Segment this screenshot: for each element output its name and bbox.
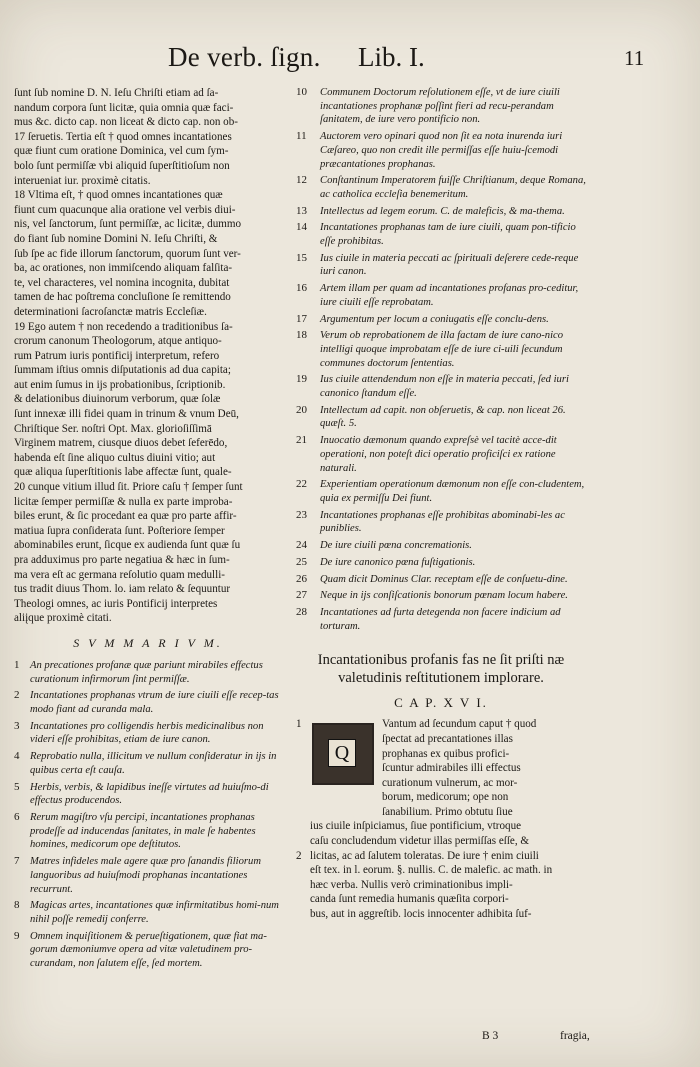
summarium-item-text: Argumentum per locum a coniugatis eſſe conclu-dens. bbox=[320, 313, 549, 325]
body-line: matiua ſupra conſiderata ſunt. Poſteriore ſemper bbox=[14, 524, 225, 537]
body-line: Theologi omnes, ac iuris Pontificij interpretes bbox=[14, 597, 218, 610]
summarium-item bbox=[296, 221, 586, 248]
summarium-item-number: 2 bbox=[14, 689, 20, 702]
body-line: do fiant ſub nomine Domini N. Ieſu Chriſti, & bbox=[14, 232, 218, 245]
catchword: fragia, bbox=[560, 1030, 590, 1042]
summarium-item bbox=[14, 855, 282, 896]
summarium-item-text: Incantationes prophanas eſſe prohibitas abominabi-les ac puniblies. bbox=[320, 509, 565, 535]
summarium-item bbox=[296, 556, 586, 570]
summarium-item bbox=[14, 659, 282, 686]
chapter-line bbox=[296, 907, 586, 922]
summarium-item-text: Omnem inquiſitionem & perueſtigationem, quæ fiat ma-gorum dæmoniumve opera ad vitæ valetudinem pro-curandam, non ſalutem eſſe, ſed mortem. bbox=[30, 930, 267, 970]
summarium-item-text: Experientiam operationum dæmonum non eſſe con-cludentem, quia ex permiſſu Dei fiunt. bbox=[320, 479, 585, 504]
body-line: Virginem matrem, ciusque diuos debet ſeferēdo, bbox=[14, 437, 228, 450]
summarium-item-number: 20 bbox=[296, 403, 307, 416]
summarium-item-text: Intellectus ad legem eorum. C. de maleficis, & ma-thema. bbox=[320, 205, 565, 217]
summarium-item-number: 15 bbox=[296, 251, 307, 264]
summarium-item-number: 26 bbox=[296, 572, 307, 585]
summarium-item-number: 7 bbox=[14, 855, 20, 868]
summarium-item-text: De iure ciuili pœna concremationis. bbox=[320, 540, 472, 552]
summarium-item-number: 27 bbox=[296, 589, 307, 602]
chapter-line-text: hæc verba. Nullis verò criminationibus impli- bbox=[310, 878, 513, 891]
summarium-item-number: 23 bbox=[296, 508, 307, 521]
summarium-item-text: An precationes profanæ quæ pariunt mirabiles effectus curationum infirmorum ſint permiſſæ. bbox=[30, 659, 263, 685]
summarium-item bbox=[296, 252, 586, 279]
right-column bbox=[296, 86, 586, 922]
chapter-line-text: curationum vulnerum, ac mor- bbox=[382, 776, 518, 789]
summarium-item bbox=[296, 478, 586, 505]
initial-letter: Q bbox=[328, 739, 356, 767]
summarium-item-text: Inuocatio dæmonum quando expreſsè vel tacitè acce-dit operationi, non poteſt dici operatio proficiſci ex ratione naturali. bbox=[320, 435, 557, 474]
body-line: ſunt ſub nomine D. N. Ieſu Chriſti etiam ad ſa- bbox=[14, 87, 219, 99]
summarium-item-text: Conſtantinum Imperatorem fuiſſe Chriſtianum, deque Romana, ac catholica eccleſia benemeritum. bbox=[320, 175, 586, 200]
chapter-line-text: licitas, ac ad ſalutem toleratas. De iure † enim ciuili bbox=[310, 849, 539, 862]
chapter-line bbox=[296, 878, 586, 893]
body-line: ſummam iſtius omnis diſputationis ad dua capita; bbox=[14, 364, 231, 377]
summarium-item bbox=[296, 373, 586, 400]
chapter-line bbox=[296, 717, 586, 732]
body-line: tamen de hac poſtrema concluſione ſe remittendo bbox=[14, 291, 231, 304]
chapter-line bbox=[296, 834, 586, 849]
margin-number: 2 bbox=[296, 849, 302, 862]
running-title: De verb. ſign. bbox=[168, 42, 321, 72]
chapter-line-text: borum, medicorum; ope non bbox=[382, 791, 509, 804]
left-column bbox=[14, 86, 282, 974]
summarium-item-number: 10 bbox=[296, 86, 307, 98]
summarium-item-number: 5 bbox=[14, 780, 20, 793]
chapter-line bbox=[296, 863, 586, 878]
summarium-item bbox=[14, 811, 282, 852]
chapter-line-text: prophanas ex quibus profici- bbox=[382, 747, 510, 760]
summarium-item-number: 3 bbox=[14, 719, 20, 732]
summarium-item-text: Intellectum ad capit. non obſeruetis, & cap. non liceat 26. quæſt. 5. bbox=[320, 404, 566, 430]
summarium-item-number: 14 bbox=[296, 221, 307, 234]
book-number: Lib. I. bbox=[358, 42, 425, 72]
body-line: 20 cunque vitium illud ſit. Priore caſu † ſemper ſunt bbox=[14, 481, 243, 494]
running-header bbox=[0, 38, 700, 78]
body-line: crorum canonum Theologorum, atque antiquo- bbox=[14, 335, 222, 348]
body-line: ba, ac orationes, non immiſcendo aliquam falſita- bbox=[14, 262, 233, 275]
chapter-line-text: ſcuntur admirabiles illi effectus bbox=[382, 762, 521, 775]
summarium-item-number: 1 bbox=[14, 658, 20, 671]
summarium-item-text: Neque in ijs conſiſcationis bonorum pœnam locum habere. bbox=[320, 590, 568, 602]
summarium-item bbox=[296, 509, 586, 536]
summarium-item bbox=[296, 313, 586, 327]
body-line: & delationibus diuinorum verborum, quæ ſolæ bbox=[14, 393, 221, 406]
summarium-item bbox=[14, 750, 282, 777]
body-line: pra adduximus pro parte negatiua & hæc in ſum- bbox=[14, 554, 230, 566]
summarium-item-text: De iure canonico pœna fuſtigationis. bbox=[320, 556, 476, 568]
body-line: rum Patrum iuris pontificij interpretum, refero bbox=[14, 349, 220, 362]
summarium-item-number: 24 bbox=[296, 539, 307, 552]
body-line: interueniat iur. proximè citatis. bbox=[14, 174, 151, 187]
chapter-number: C A P. X V I. bbox=[394, 695, 488, 711]
body-line: 18 Vltima eſt, † quod omnes incantationes quæ bbox=[14, 189, 223, 202]
body-line: ſub ſpe ac fide illorum ſanctorum, quorum ſunt ver- bbox=[14, 247, 241, 260]
chapter-line bbox=[296, 849, 586, 864]
summarium-item-number: 8 bbox=[14, 899, 20, 912]
body-line: nis, vel ſanctorum, ſunt permiſſæ, ac licitæ, dummo bbox=[14, 218, 242, 231]
summarium-item-number: 6 bbox=[14, 811, 20, 823]
body-line: licitæ ſemper permiſſæ & nulla ex parte improba- bbox=[14, 495, 233, 508]
summarium-item-text: Verum ob reprobationem de illa factam de iure cano-nico intelligi quoque improbatam eſſe de iure ci-uili ſecundum communes doctorum ſententias. bbox=[320, 330, 564, 369]
summarium-list bbox=[14, 659, 282, 971]
chapter-line-text: eſt tex. in l. eorum. §. nullis. C. de malefic. ac math. in bbox=[310, 864, 553, 877]
chapter-line bbox=[296, 819, 586, 834]
summarium-heading: S V M M A R I V M. bbox=[73, 635, 223, 650]
summarium-item-text: Magicas artes, incantationes quæ infirmitatibus homi-num nihil poſſe remedij conferre. bbox=[30, 900, 279, 925]
chapter-line-text: ſpectat ad precantationes illas bbox=[382, 732, 513, 745]
summarium-item bbox=[14, 930, 282, 971]
summarium-item-text: Ius ciuile in materia peccati ac ſpirituali deſerere cede-reque iuri canon. bbox=[320, 252, 579, 278]
summarium-item-text: Communem Doctorum reſolutionem eſſe, vt de iure ciuili incantationes prophanæ poſſint fieri ad recu-perandam ſanitatem, de iure vero pontificio non. bbox=[320, 87, 560, 126]
summarium-item-number: 13 bbox=[296, 204, 307, 217]
summarium-item-text: Ius ciuile attendendum non eſſe in materia peccati, ſed iuri canonico ſtandum eſſe. bbox=[320, 374, 569, 400]
body-line: 17 ſeruetis. Tertia eſt † quod omnes incantationes bbox=[14, 130, 232, 143]
summarium-item bbox=[296, 589, 586, 603]
summarium-item-text: Auctorem vero opinari quod non ſit ea nota inurenda iuri Cæſareo, quo non credit ille permiſſas eſſe huiu-ſcemodi præcantationes prophanas. bbox=[320, 131, 563, 170]
left-body-text bbox=[14, 86, 282, 626]
chapter-line bbox=[296, 805, 586, 820]
body-line: fiunt cum quacunque alia oratione vel verbis diui- bbox=[14, 203, 236, 216]
chapter-line-text: bus, aut in aggreſtib. locis innocenter adhibita ſuf- bbox=[310, 908, 532, 921]
summarium-item bbox=[296, 606, 586, 633]
body-line: quæ aliqua ſuperſtitionis labe affectæ ſunt, quale- bbox=[14, 466, 232, 479]
chapter-line bbox=[296, 892, 586, 907]
page-footer bbox=[0, 1030, 700, 1050]
summarium-item-number: 12 bbox=[296, 174, 307, 187]
summarium-item-text: Incantationes prophanas tam de iure ciuili, quam pon-tificio eſſe prohibitas. bbox=[320, 222, 576, 248]
chapter-line-text: caſu concludendum videtur illas permiſſas eſſe, & bbox=[310, 835, 530, 848]
body-line: te, vel characteres, vel nomina incognita, dubitat bbox=[14, 276, 230, 289]
summarium-item-number: 22 bbox=[296, 478, 307, 491]
summarium-item bbox=[296, 404, 586, 431]
body-line: tus tradit diuus Thom. lo. iam relato & ſequuntur bbox=[14, 583, 231, 596]
body-line: Chriſtique Ser. noſtri Opt. Max. glorioſiſſimā bbox=[14, 422, 212, 435]
summarium-item-number: 4 bbox=[14, 750, 20, 763]
body-line: nandum corpora ſunt licitæ, quia omnia quæ faci- bbox=[14, 101, 234, 114]
summarium-item bbox=[296, 329, 586, 370]
summarium-item-number: 17 bbox=[296, 312, 307, 325]
body-line: abominabiles erunt, ſicque ex audienda ſunt quæ ſu bbox=[14, 539, 241, 552]
summarium-item bbox=[14, 781, 282, 808]
summarium-item bbox=[296, 434, 586, 475]
summarium-item-number: 19 bbox=[296, 373, 307, 386]
summarium-item bbox=[14, 899, 282, 926]
body-line: aliįque proximè citati. bbox=[14, 612, 112, 625]
summarium-item bbox=[296, 573, 586, 587]
summarium-item-number: 16 bbox=[296, 282, 307, 295]
summarium-item-number: 21 bbox=[296, 434, 307, 447]
body-line: habenda eſt ſine aliquo cultus diuini vitio; aut bbox=[14, 451, 216, 464]
body-line: determinationi ſacroſanctæ matris Eccleſiæ. bbox=[14, 305, 207, 318]
page-number: 11 bbox=[624, 46, 645, 70]
summarium-item bbox=[296, 282, 586, 309]
chapter-line-text: canda ſunt remedia humanis quæſita corpori- bbox=[310, 893, 509, 906]
chapter-title: Incantationibus profanis fas ne ſit priſti næ valetudinis reſtitutionem implorare. bbox=[317, 652, 565, 687]
body-line: bolo ſunt permiſſæ vbi aliquid ſuperſtitioſum non bbox=[14, 159, 230, 172]
chapter-line bbox=[296, 790, 586, 805]
summarium-item-text: Rerum magiſtro vſu percipi, incantationes prophanas prodeſſe ad inducendas ſanitates, in male ſe habentes homines, medicorum ope deſtitutos. bbox=[30, 812, 256, 851]
body-line: 19 Ego autem † non recedendo a traditionibus ſa- bbox=[14, 320, 233, 333]
summarium-item-number: 25 bbox=[296, 555, 307, 568]
summarium-item-number: 11 bbox=[296, 130, 307, 143]
body-line: quæ fiunt cum oratione Dominica, vel cum ſym- bbox=[14, 145, 229, 158]
body-line: ma vera eſt ac germana reſolutio quam medulli- bbox=[14, 568, 226, 581]
summarium-item-text: Artem illam per quam ad incantationes profanas pro-ceditur, iure ciuili eſſe reprobatam. bbox=[320, 283, 579, 308]
chapter-line-text: ſanabilium. Primo obtutu ſiue bbox=[382, 805, 513, 818]
summarium-item-text: Reprobatio nulla, illicitum ve nullum conſideratur in ijs in quibus certa eſt cauſa. bbox=[30, 751, 277, 776]
chapter-body bbox=[296, 717, 586, 921]
chapter-line-text: ius ciuile inſpiciamus, ſiue pontificium, vtroque bbox=[310, 820, 522, 833]
summarium-item bbox=[14, 689, 282, 716]
summarium-item bbox=[296, 205, 586, 219]
body-line: mus &c. dicto cap. non liceat & dicto cap. non ob- bbox=[14, 116, 238, 129]
decorated-initial bbox=[312, 723, 374, 785]
body-line: biles erunt, & ſic procedant ea quæ pro parte affir- bbox=[14, 510, 237, 523]
summarium-item bbox=[14, 720, 282, 747]
signature-mark: B 3 bbox=[482, 1030, 499, 1042]
summarium-item-number: 18 bbox=[296, 329, 307, 342]
summarium-item-text: Incantationes prophanas vtrum de iure ciuili eſſe recep-tas modo fiant ad curanda mala. bbox=[30, 690, 279, 716]
chapter-line-text: Vantum ad ſecundum caput † quod bbox=[382, 718, 537, 731]
summarium-item-number: 28 bbox=[296, 605, 307, 618]
summarium-item-text: Matres infideles male agere quæ pro ſanandis filiorum languoribus ad huiuſmodi prophanas incantationes recurrunt. bbox=[30, 856, 261, 895]
summarium-item-text: Incantationes pro colligendis herbis medicinalibus non videri eſſe prohibitas, etiam de iure canon. bbox=[30, 720, 264, 746]
summarium-item bbox=[296, 539, 586, 553]
summarium-item-text: Quam dicit Dominus Clar. receptam eſſe de conſuetu-dine. bbox=[320, 573, 568, 585]
right-summary-list bbox=[296, 86, 586, 633]
summarium-item-number: 9 bbox=[14, 929, 20, 942]
body-line: ſunt innexæ illi fidei quam in trinum & vnum Deū, bbox=[14, 408, 239, 421]
summarium-item-text: Herbis, verbis, & lapidibus ineſſe virtutes ad huiuſmo-di effectus producendos. bbox=[30, 781, 269, 807]
margin-number: 1 bbox=[296, 718, 302, 731]
summarium-item-text: Incantationes ad furta detegenda non facere indicium ad torturam. bbox=[320, 606, 561, 632]
summarium-item bbox=[296, 130, 586, 171]
summarium-item bbox=[296, 86, 586, 127]
summarium-item bbox=[296, 174, 586, 201]
body-line: aut enim ſumus in ijs probationibus, ſcriptionib. bbox=[14, 378, 226, 391]
